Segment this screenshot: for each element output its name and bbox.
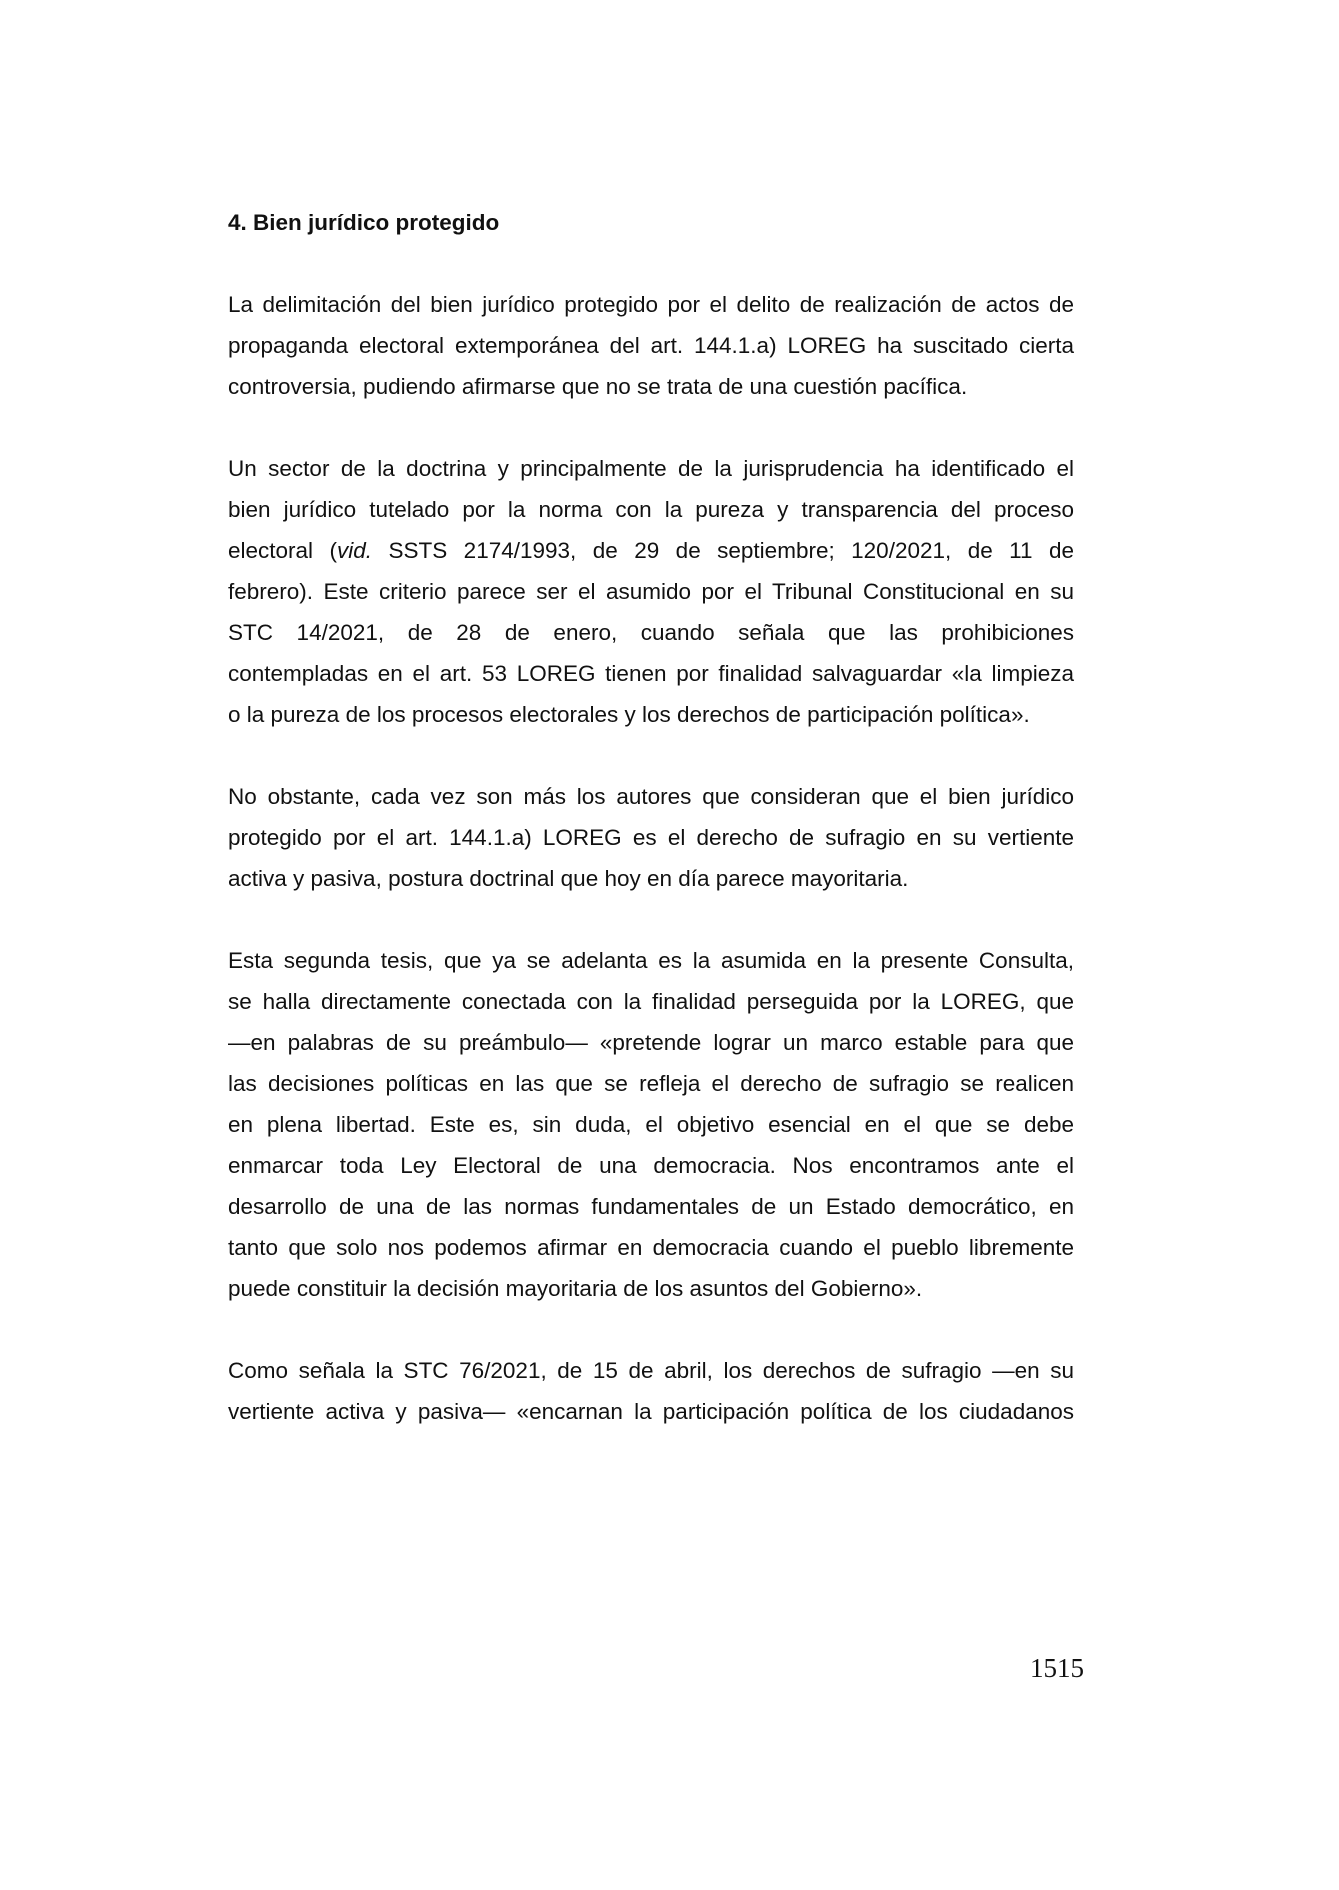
paragraph-line: Esta segunda tesis, que ya se adelanta es la asumida en la presente Consulta,	[228, 948, 1074, 973]
paragraph-line: tanto que solo nos podemos afirmar en democracia cuando el pueblo libremente	[228, 1235, 1074, 1260]
paragraph-line: febrero). Este criterio parece ser el asumido por el Tribunal Constitucional en su	[228, 579, 1074, 604]
paragraph-line: las decisiones políticas en las que se refleja el derecho de sufragio se realicen	[228, 1071, 1074, 1096]
paragraph-5	[228, 1350, 1074, 1432]
paragraph-line: Un sector de la doctrina y principalmente de la jurisprudencia ha identificado el	[228, 456, 1074, 481]
paragraph-line: bien jurídico tutelado por la norma con la pureza y transparencia del proceso	[228, 497, 1074, 522]
paragraph-line: o la pureza de los procesos electorales y los derechos de participación política».	[228, 702, 1030, 727]
paragraph-line: puede constituir la decisión mayoritaria de los asuntos del Gobierno».	[228, 1276, 923, 1301]
paragraph-line: en plena libertad. Este es, sin duda, el objetivo esencial en el que se debe	[228, 1112, 1074, 1137]
paragraph-2	[228, 448, 1074, 735]
paragraph-line: propaganda electoral extemporánea del art. 144.1.a) LOREG ha suscitado cierta	[228, 333, 1074, 358]
paragraph-line: activa y pasiva, postura doctrinal que hoy en día parece mayoritaria.	[228, 866, 909, 891]
paragraph-line: protegido por el art. 144.1.a) LOREG es el derecho de sufragio en su vertiente	[228, 825, 1074, 850]
paragraph-line: vertiente activa y pasiva— «encarnan la participación política de los ciudadanos	[228, 1399, 1074, 1424]
paragraph-line: desarrollo de una de las normas fundamentales de un Estado democrático, en	[228, 1194, 1074, 1219]
paragraph-line: La delimitación del bien jurídico protegido por el delito de realización de actos de	[228, 292, 1074, 317]
text-fragment: electoral (	[228, 538, 337, 563]
paragraph-line-with-italic	[228, 530, 1074, 571]
paragraph-line: enmarcar toda Ley Electoral de una democracia. Nos encontramos ante el	[228, 1153, 1074, 1178]
paragraph-line: se halla directamente conectada con la finalidad perseguida por la LOREG, que	[228, 989, 1074, 1014]
text-fragment: SSTS 2174/1993, de 29 de septiembre; 120/2021, de 11 de	[372, 538, 1075, 563]
paragraph-line: contempladas en el art. 53 LOREG tienen por finalidad salvaguardar «la limpieza	[228, 661, 1074, 686]
paragraph-line: No obstante, cada vez son más los autores que consideran que el bien jurídico	[228, 784, 1074, 809]
paragraph-line: Como señala la STC 76/2021, de 15 de abril, los derechos de sufragio —en su	[228, 1358, 1074, 1383]
paragraph-line: STC 14/2021, de 28 de enero, cuando señala que las prohibiciones	[228, 620, 1074, 645]
paragraph-line: —en palabras de su preámbulo— «pretende lograr un marco estable para que	[228, 1030, 1074, 1055]
paragraph-1	[228, 284, 1074, 407]
page-number: 1515	[1030, 1653, 1084, 1683]
section-heading: 4. Bien jurídico protegido	[228, 210, 500, 235]
page-content	[228, 205, 1074, 1473]
paragraph-line: controversia, pudiendo afirmarse que no se trata de una cuestión pacífica.	[228, 374, 968, 399]
paragraph-4	[228, 940, 1074, 1309]
italic-term: vid.	[337, 538, 373, 563]
paragraph-3	[228, 776, 1074, 899]
